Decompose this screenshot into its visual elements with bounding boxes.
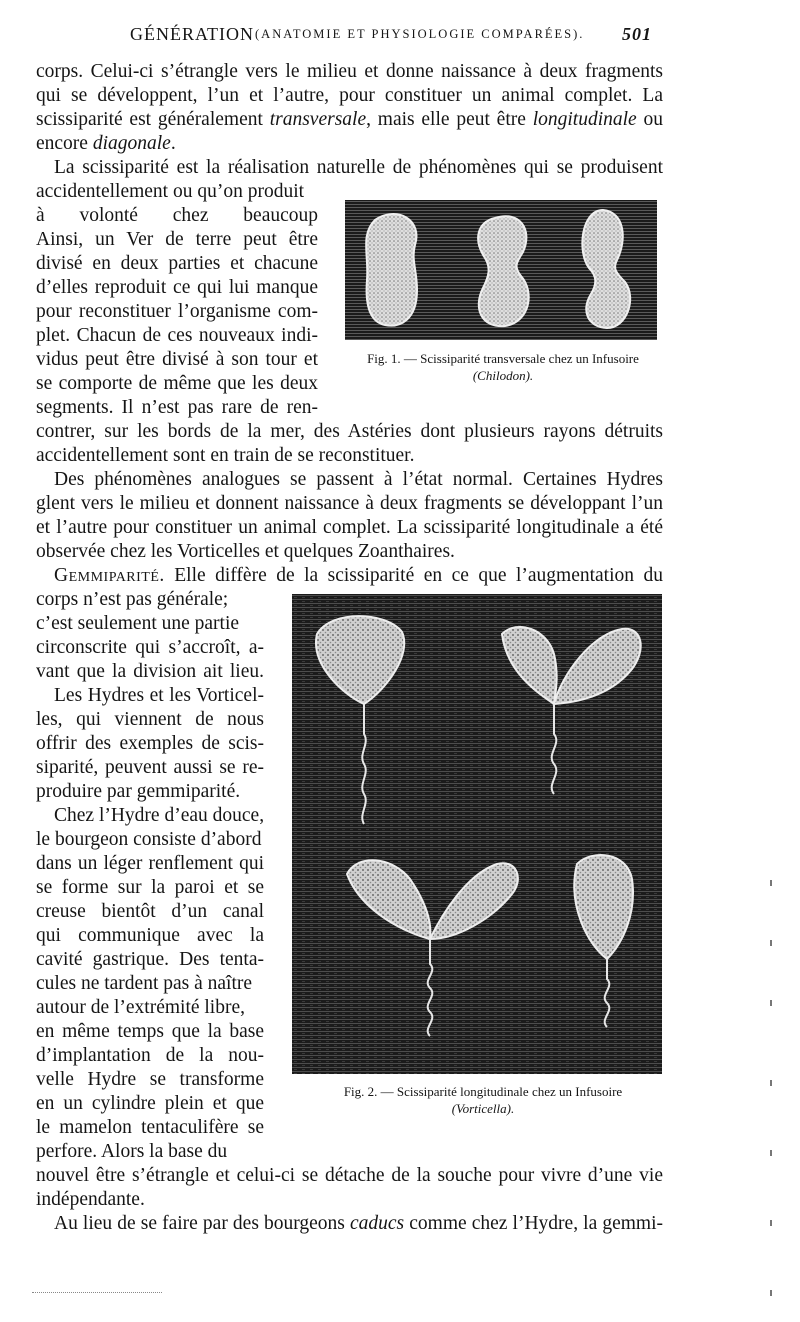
text-line: d’elles reproduit ce qui lui manque — [36, 277, 318, 298]
text-line: corps. Celui-ci s’étrangle vers le milieu et donne naissance à deux fragments — [36, 61, 663, 82]
text-line: perfore. Alors la base du — [36, 1141, 228, 1162]
running-header — [130, 22, 652, 50]
text-line: observée chez les Vorticelles et quelques Zoanthaires. — [36, 541, 455, 562]
text-line: le bourgeon consiste d’abord — [36, 829, 262, 850]
text-line: qui se développent, l’un et l’autre, pour constituer un animal complet. La — [36, 85, 663, 106]
figure-2-caption-line2: (Vorticella). — [451, 1101, 515, 1116]
text-line: pour reconstituer l’organisme com- — [36, 301, 318, 322]
text-line: divisé en deux parties et chacune — [36, 253, 318, 274]
text-line: en même temps que la base — [36, 1021, 264, 1042]
header-title: GÉNÉRATION — [130, 24, 254, 44]
text-line: Ainsi, un Ver de terre peut être — [36, 229, 318, 250]
figure-2-caption — [296, 1083, 670, 1117]
text-line: accidentellement sont en train de se reconstituer. — [36, 445, 415, 466]
text-line: d’implantation de la nou- — [36, 1045, 264, 1066]
text-line: qui communique avec la — [36, 925, 264, 946]
text-line: offrir des exemples de scis- — [36, 733, 264, 754]
page-number: 501 — [622, 24, 652, 44]
text-line: glent vers le milieu et donnent naissance à deux fragments se développant l’un — [36, 493, 663, 514]
text-line: dans un léger renflement qui — [36, 853, 264, 874]
text-line: corps n’est pas générale; — [36, 589, 229, 610]
text-line: en un cylindre plein et que — [36, 1093, 264, 1114]
text-line: contrer, sur les bords de la mer, des Astéries dont plusieurs rayons détruits — [36, 421, 663, 442]
figure-2-image — [292, 594, 662, 1074]
text-line: scissiparité est généralement transversale, mais elle peut être longitudinale ou — [36, 109, 663, 130]
header-subtitle: (ANATOMIE ET PHYSIOLOGIE COMPARÉES). — [255, 27, 585, 41]
text-line: c’est seulement une partie — [36, 613, 240, 634]
text-line: siparité, peuvent aussi se re- — [36, 757, 264, 778]
margin-marks — [764, 880, 772, 1300]
text-line: Des phénomènes analogues se passent à l’état normal. Certaines Hydres — [54, 469, 663, 490]
footer-rule — [32, 1292, 162, 1293]
text-line: Gemmiparité. Elle diffère de la scissiparité en ce que l’augmentation du — [54, 565, 663, 586]
text-line: La scissiparité est la réalisation naturelle de phénomènes qui se produisent — [54, 157, 663, 178]
text-line: les, qui viennent de nous — [36, 709, 264, 730]
figure-1-image — [345, 200, 657, 340]
text-line: creuse bientôt d’un canal — [36, 901, 264, 922]
text-line: se comporte de même que les deux — [36, 373, 318, 394]
text-line: indépendante. — [36, 1189, 145, 1210]
figure-2-caption-line1: Fig. 2. — Scissiparité longitudinale chez un Infusoire — [343, 1084, 623, 1099]
text-line: autour de l’extrémité libre, — [36, 997, 245, 1018]
text-line: vidus peut être divisé à son tour et — [36, 349, 318, 370]
text-line: velle Hydre se transforme — [36, 1069, 264, 1090]
text-line: cules ne tardent pas à naître — [36, 973, 253, 994]
text-line: produire par gemmiparité. — [36, 781, 241, 802]
text-line: plet. Chacun de ces nouveaux indi- — [36, 325, 318, 346]
text-line: le mamelon tentaculifère se — [36, 1117, 264, 1138]
text-line: se forme sur la paroi et se — [36, 877, 264, 898]
text-line: Les Hydres et les Vorticel- — [54, 685, 264, 706]
text-line: circonscrite qui s’accroît, a- — [36, 637, 264, 658]
text-line: accidentellement ou qu’on produit — [36, 181, 305, 202]
text-line: Au lieu de se faire par des bourgeons caducs comme chez l’Hydre, la gemmi- — [54, 1213, 663, 1234]
text-line: vant que la division ait lieu. — [36, 661, 264, 682]
figure-1-caption-line2: (Chilodon). — [472, 368, 534, 383]
text-line: cavité gastrique. Des tenta- — [36, 949, 264, 970]
text-line: à volonté chez beaucoup — [36, 205, 318, 226]
figure-1-caption — [338, 350, 668, 384]
text-line: et l’autre pour constituer un animal complet. La scissiparité longitudinale a été — [36, 517, 663, 538]
figure-1-caption-line1: Fig. 1. — Scissiparité transversale chez un Infusoire — [367, 351, 639, 366]
chilodon-whole — [366, 214, 417, 326]
text-line: Chez l’Hydre d’eau douce, — [54, 805, 265, 826]
text-line: nouvel être s’étrangle et celui-ci se détache de la souche pour vivre d’une vie — [36, 1165, 663, 1186]
text-line: segments. Il n’est pas rare de ren- — [36, 397, 318, 418]
text-line: encore diagonale. — [36, 133, 176, 154]
